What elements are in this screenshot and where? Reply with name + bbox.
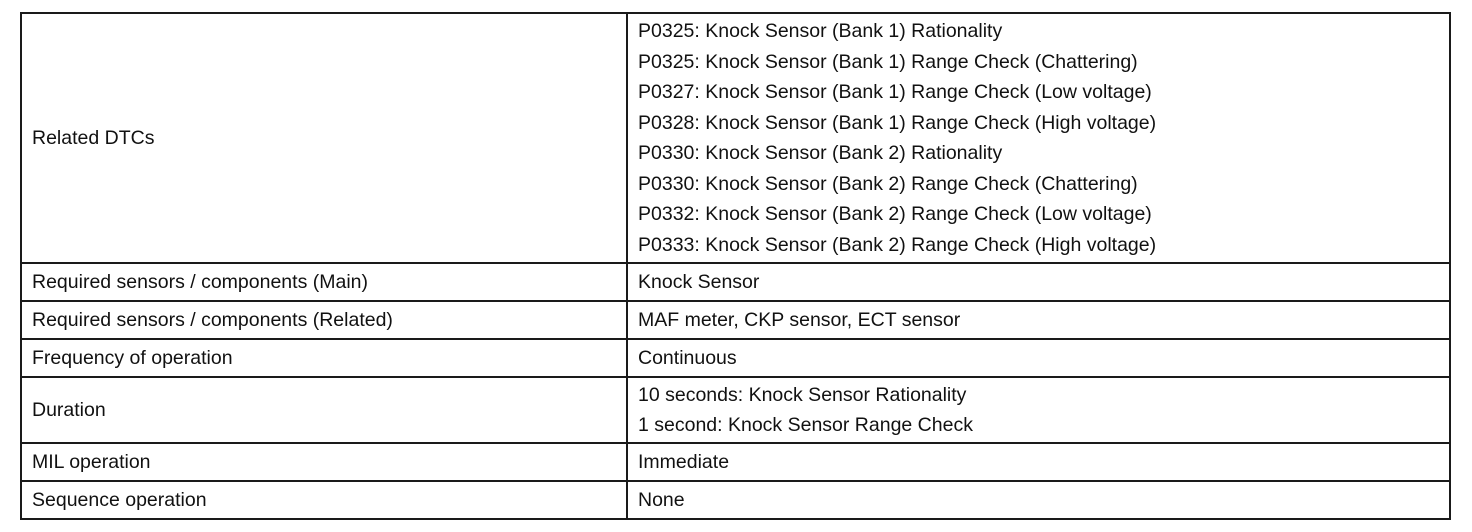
dtc-item: P0325: Knock Sensor (Bank 1) Range Check (Chattering)	[638, 50, 1138, 73]
dtc-item: P0327: Knock Sensor (Bank 1) Range Check (Low voltage)	[638, 81, 1152, 103]
value-related-dtcs	[627, 13, 1450, 263]
table-row-mil-operation	[21, 443, 1450, 481]
monitor-spec-table	[20, 12, 1451, 520]
label-duration: Duration	[21, 377, 627, 443]
table-row-frequency	[21, 339, 1450, 377]
dtc-item: P0328: Knock Sensor (Bank 1) Range Check (High voltage)	[638, 111, 1157, 134]
label-sequence-operation: Sequence operation	[21, 481, 627, 519]
label-required-main: Required sensors / components (Main)	[21, 263, 627, 301]
table-row-related-dtcs	[21, 13, 1450, 263]
duration-item: 1 second: Knock Sensor Range Check	[638, 414, 973, 436]
label-frequency: Frequency of operation	[21, 339, 627, 377]
value-required-main: Knock Sensor	[627, 263, 1450, 301]
label-mil-operation: MIL operation	[21, 443, 627, 481]
label-related-dtcs: Related DTCs	[21, 13, 627, 263]
duration-item: 10 seconds: Knock Sensor Rationality	[638, 383, 967, 406]
table-row-required-main	[21, 263, 1450, 301]
dtc-item: P0333: Knock Sensor (Bank 2) Range Check (High voltage)	[638, 233, 1157, 256]
dtc-item: P0332: Knock Sensor (Bank 2) Range Check (Low voltage)	[638, 203, 1152, 225]
value-required-related: MAF meter, CKP sensor, ECT sensor	[627, 301, 1450, 339]
table-row-required-related	[21, 301, 1450, 339]
table-row-sequence-operation	[21, 481, 1450, 519]
value-duration	[627, 377, 1450, 443]
table-row-duration	[21, 377, 1450, 443]
dtc-item: P0330: Knock Sensor (Bank 2) Range Check (Chattering)	[638, 172, 1138, 195]
value-sequence-operation: None	[627, 481, 1450, 519]
value-mil-operation: Immediate	[627, 443, 1450, 481]
dtc-item: P0325: Knock Sensor (Bank 1) Rationality	[638, 20, 1003, 42]
label-required-related: Required sensors / components (Related)	[21, 301, 627, 339]
dtc-item: P0330: Knock Sensor (Bank 2) Rationality	[638, 142, 1003, 164]
value-frequency: Continuous	[627, 339, 1450, 377]
